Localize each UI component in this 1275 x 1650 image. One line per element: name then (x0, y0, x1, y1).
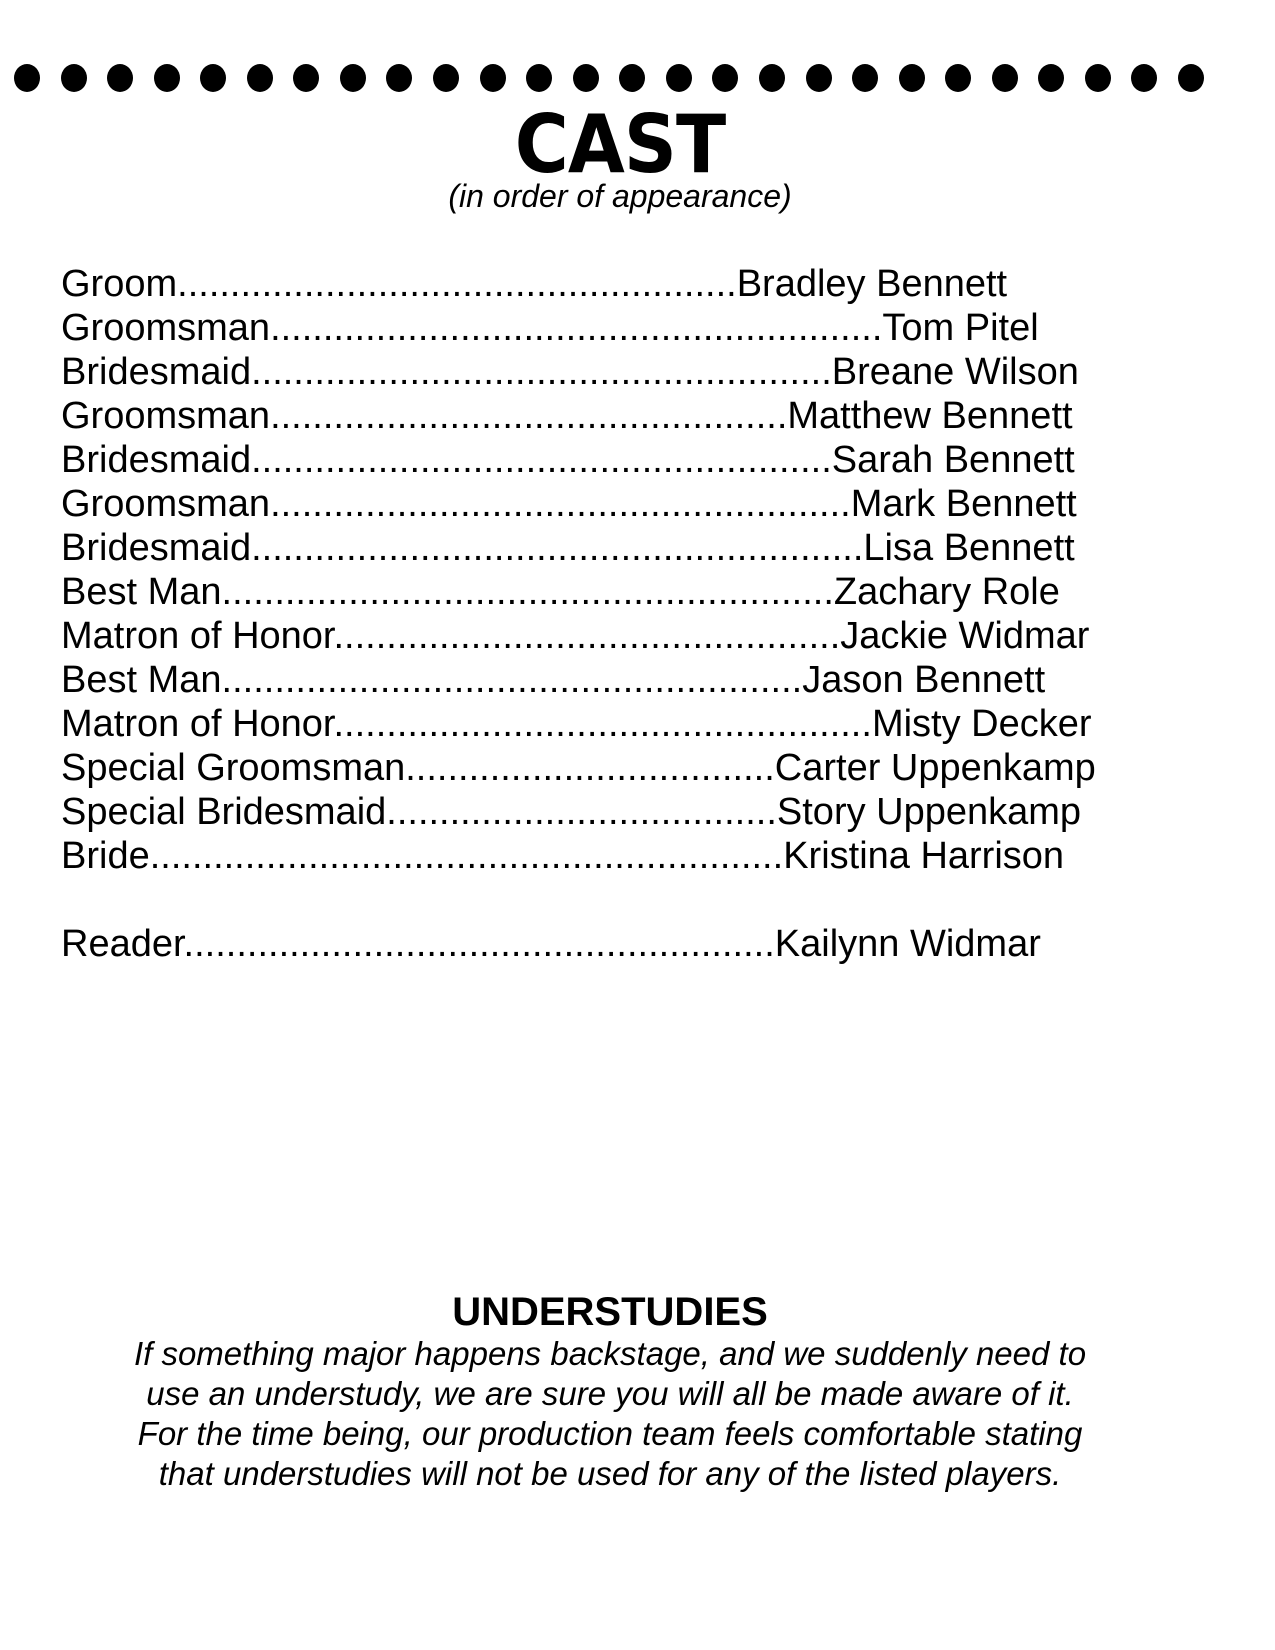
cast-role: Groomsman (61, 307, 271, 349)
border-dot (386, 64, 412, 92)
dot-leader: ................................................... (333, 703, 872, 745)
reader-actor: Kailynn Widmar (774, 923, 1041, 965)
border-dot (107, 64, 133, 92)
dot-leader: ................................................. (270, 395, 788, 437)
cast-role: Bridesmaid (61, 351, 252, 393)
cast-role: Special Groomsman (61, 747, 406, 789)
cast-role: Groom (61, 263, 178, 305)
dot-border (0, 64, 1275, 94)
dot-leader: ........................................................ (183, 923, 775, 965)
cast-role: Bridesmaid (61, 439, 252, 481)
dot-leader: ................................... (405, 747, 775, 789)
reader-row (61, 922, 1161, 966)
dot-leader: .......................................................... (270, 307, 883, 349)
cast-role: Special Bridesmaid (61, 791, 387, 833)
cast-role: Groomsman (61, 395, 271, 437)
border-dot (619, 64, 645, 92)
dot-leader: ............................................................ (149, 835, 784, 877)
cast-row (61, 482, 1161, 526)
cast-actor: Bradley Bennett (736, 263, 1008, 305)
page-subtitle: (in order of appearance) (448, 178, 792, 214)
page-title: CAST (514, 98, 726, 191)
border-dot (573, 64, 599, 92)
cast-list (61, 262, 1161, 966)
cast-row (61, 746, 1161, 790)
cast-row (61, 570, 1161, 614)
cast-row (61, 658, 1161, 702)
cast-role: Best Man (61, 571, 222, 613)
border-dot (433, 64, 459, 92)
cast-actor: Jackie Widmar (840, 615, 1090, 657)
cast-row (61, 438, 1161, 482)
cast-role: Best Man (61, 659, 222, 701)
cast-role: Matron of Honor (61, 615, 334, 657)
understudies-line: use an understudy, we are sure you will all be made aware of it. (146, 1375, 1074, 1412)
cast-role: Matron of Honor (61, 703, 334, 745)
cast-row (61, 306, 1161, 350)
cast-row (61, 834, 1161, 878)
cast-actor: Story Uppenkamp (776, 791, 1082, 833)
border-dot (200, 64, 226, 92)
border-dot (1085, 64, 1111, 92)
dot-leader: ....................................................... (270, 483, 851, 525)
border-dot (899, 64, 925, 92)
dot-leader: ..................................................... (177, 263, 737, 305)
cast-actor: Sarah Bennett (831, 439, 1075, 481)
reader-role: Reader (61, 923, 184, 965)
dot-leader: .......................................................... (221, 571, 834, 613)
cast-row (61, 262, 1161, 306)
cast-row (61, 394, 1161, 438)
cast-actor: Jason Bennett (802, 659, 1046, 701)
border-dot (154, 64, 180, 92)
border-dot (1178, 64, 1204, 92)
understudies-heading: UNDERSTUDIES (452, 1290, 768, 1334)
cast-row (61, 702, 1161, 746)
border-dot (340, 64, 366, 92)
understudies-line: For the time being, our production team feels comfortable stating (137, 1415, 1083, 1452)
cast-actor: Misty Decker (871, 703, 1092, 745)
cast-actor: Tom Pitel (882, 307, 1039, 349)
cast-row (61, 350, 1161, 394)
cast-role: Groomsman (61, 483, 271, 525)
border-dot (61, 64, 87, 92)
cast-actor: Breane Wilson (831, 351, 1079, 393)
understudies-paragraph (80, 1334, 1140, 1494)
cast-actor: Mark Bennett (850, 483, 1077, 525)
understudies-line: If something major happens backstage, and we suddenly need to (133, 1335, 1087, 1372)
dot-leader: ....................................................... (221, 659, 803, 701)
border-dot (247, 64, 273, 92)
cast-row (61, 790, 1161, 834)
cast-actor: Lisa Bennett (863, 527, 1075, 569)
border-dot (945, 64, 971, 92)
understudies-line: that understudies will not be used for any of the listed players. (158, 1455, 1062, 1492)
border-dot (1131, 64, 1157, 92)
border-dot (806, 64, 832, 92)
border-dot (14, 64, 40, 92)
border-dot (852, 64, 878, 92)
dot-leader: ................................................ (333, 615, 841, 657)
cast-role: Bride (61, 835, 150, 877)
dot-leader: ..................................... (386, 791, 777, 833)
border-dot (480, 64, 506, 92)
border-dot (1038, 64, 1064, 92)
border-dot (712, 64, 738, 92)
cast-actor: Zachary Role (833, 571, 1060, 613)
cast-actor: Matthew Bennett (787, 395, 1073, 437)
dot-leader: ....................................................... (251, 439, 832, 481)
border-dot (526, 64, 552, 92)
cast-row (61, 526, 1161, 570)
cast-role: Bridesmaid (61, 527, 252, 569)
border-dot (293, 64, 319, 92)
dot-leader: .......................................................... (251, 527, 864, 569)
dot-leader: ....................................................... (251, 351, 832, 393)
border-dot (759, 64, 785, 92)
cast-actor: Kristina Harrison (783, 835, 1065, 877)
cast-actor: Carter Uppenkamp (774, 747, 1096, 789)
cast-row (61, 614, 1161, 658)
border-dot (992, 64, 1018, 92)
border-dot (666, 64, 692, 92)
